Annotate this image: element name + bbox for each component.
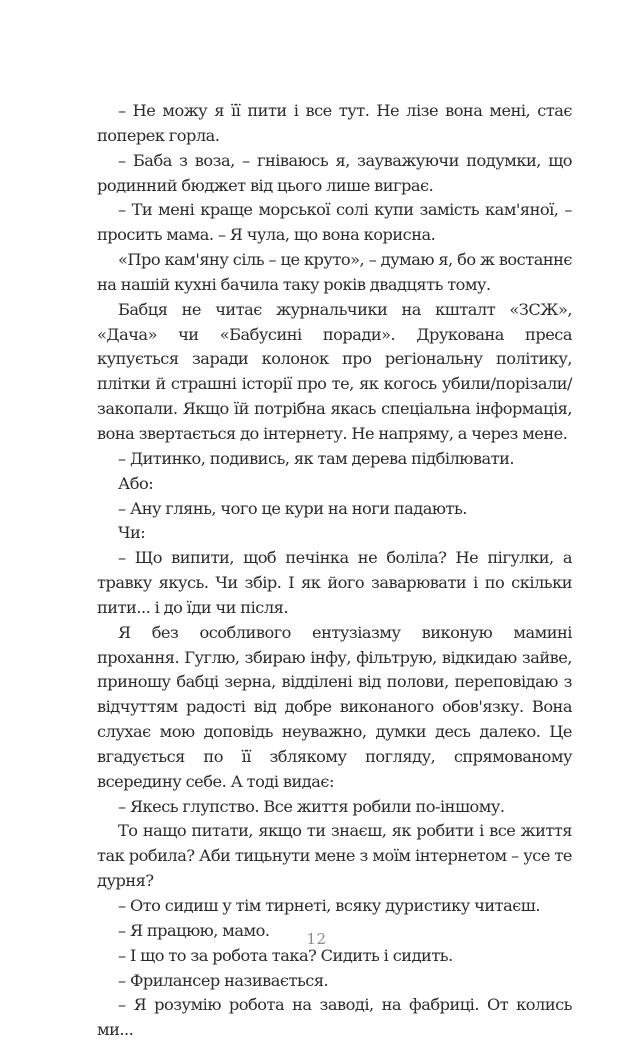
body-text — [97, 99, 572, 1043]
paragraph: – Що випити, щоб печінка не боліла? Не пігулки, а травку якусь. Чи збір. І як його заварювати і по скільки пити... і до їди чи після. — [97, 548, 572, 617]
paragraph: – Не можу я її пити і все тут. Не лізе вона мені, стає поперек горла. — [97, 101, 572, 145]
paragraph: – Ото сидиш у тім тирнеті, всяку дуристику читаєш. — [118, 896, 540, 915]
paragraph: – І що то за робота така? Сидить і сидить. — [118, 945, 453, 965]
paragraph: – Я розумію робота на заводі, на фабриці. От колись ми... — [97, 995, 572, 1040]
paragraph: – Дитинко, подивись, як там дерева підбілювати. — [118, 448, 515, 468]
paragraph: – Ти мені краще морської солі купи замість кам'яної, – просить мама. – Я чула, що вона корисна. — [97, 200, 572, 245]
paragraph: – Якесь глупство. Все життя робили по-іншому. — [118, 796, 505, 816]
paragraph: Я без особливого ентузіазму виконую мамині прохання. Гуглю, збираю інфу, фільтрую, відкидаю зайве, приношу бабці зерна, відділені від полови, переповідаю з відчуттям радості від добре виконаного обов'язку. Вона слухає мою доповідь неуважно, думки десь далеко. Це вгадується по її зблякому погляду, спрямованому всередину себе. А тоді видає: — [97, 622, 572, 791]
paragraph: «Про кам'яну сіль – це круто», – думаю я, бо ж востаннє на нашій кухні бачила таку років двадцять тому. — [97, 250, 572, 294]
paragraph: – Баба з воза, – гніваюсь я, зауважуючи подумки, що родинний бюджет від цього лише виграє. — [97, 150, 572, 195]
paragraph: Бабця не читає журнальчики на кшталт «ЗСЖ», «Дача» чи «Бабусині поради». Друкована преса купується заради колонок про регіональну політику, плітки й страшні історії про те, як когось убили/порізали/закопали. Якщо їй потрібна якась спеціальна інформація, вона звертається до інтернету. Не напряму, а через мене. — [97, 299, 572, 443]
paragraph: – Я працюю, мамо. — [118, 920, 270, 940]
paragraph: – Ану глянь, чого це кури на ноги падають. — [118, 498, 467, 518]
paragraph: Або: — [118, 473, 154, 493]
paragraph: – Фрилансер називається. — [118, 970, 329, 990]
paragraph: То нащо питати, якщо ти знаєш, як робити і все життя так робила? Аби тицьнути мене з моїм інтернетом – усе те дурня? — [97, 821, 572, 891]
paragraph: Чи: — [118, 523, 146, 543]
page-number: 12 — [306, 930, 327, 948]
